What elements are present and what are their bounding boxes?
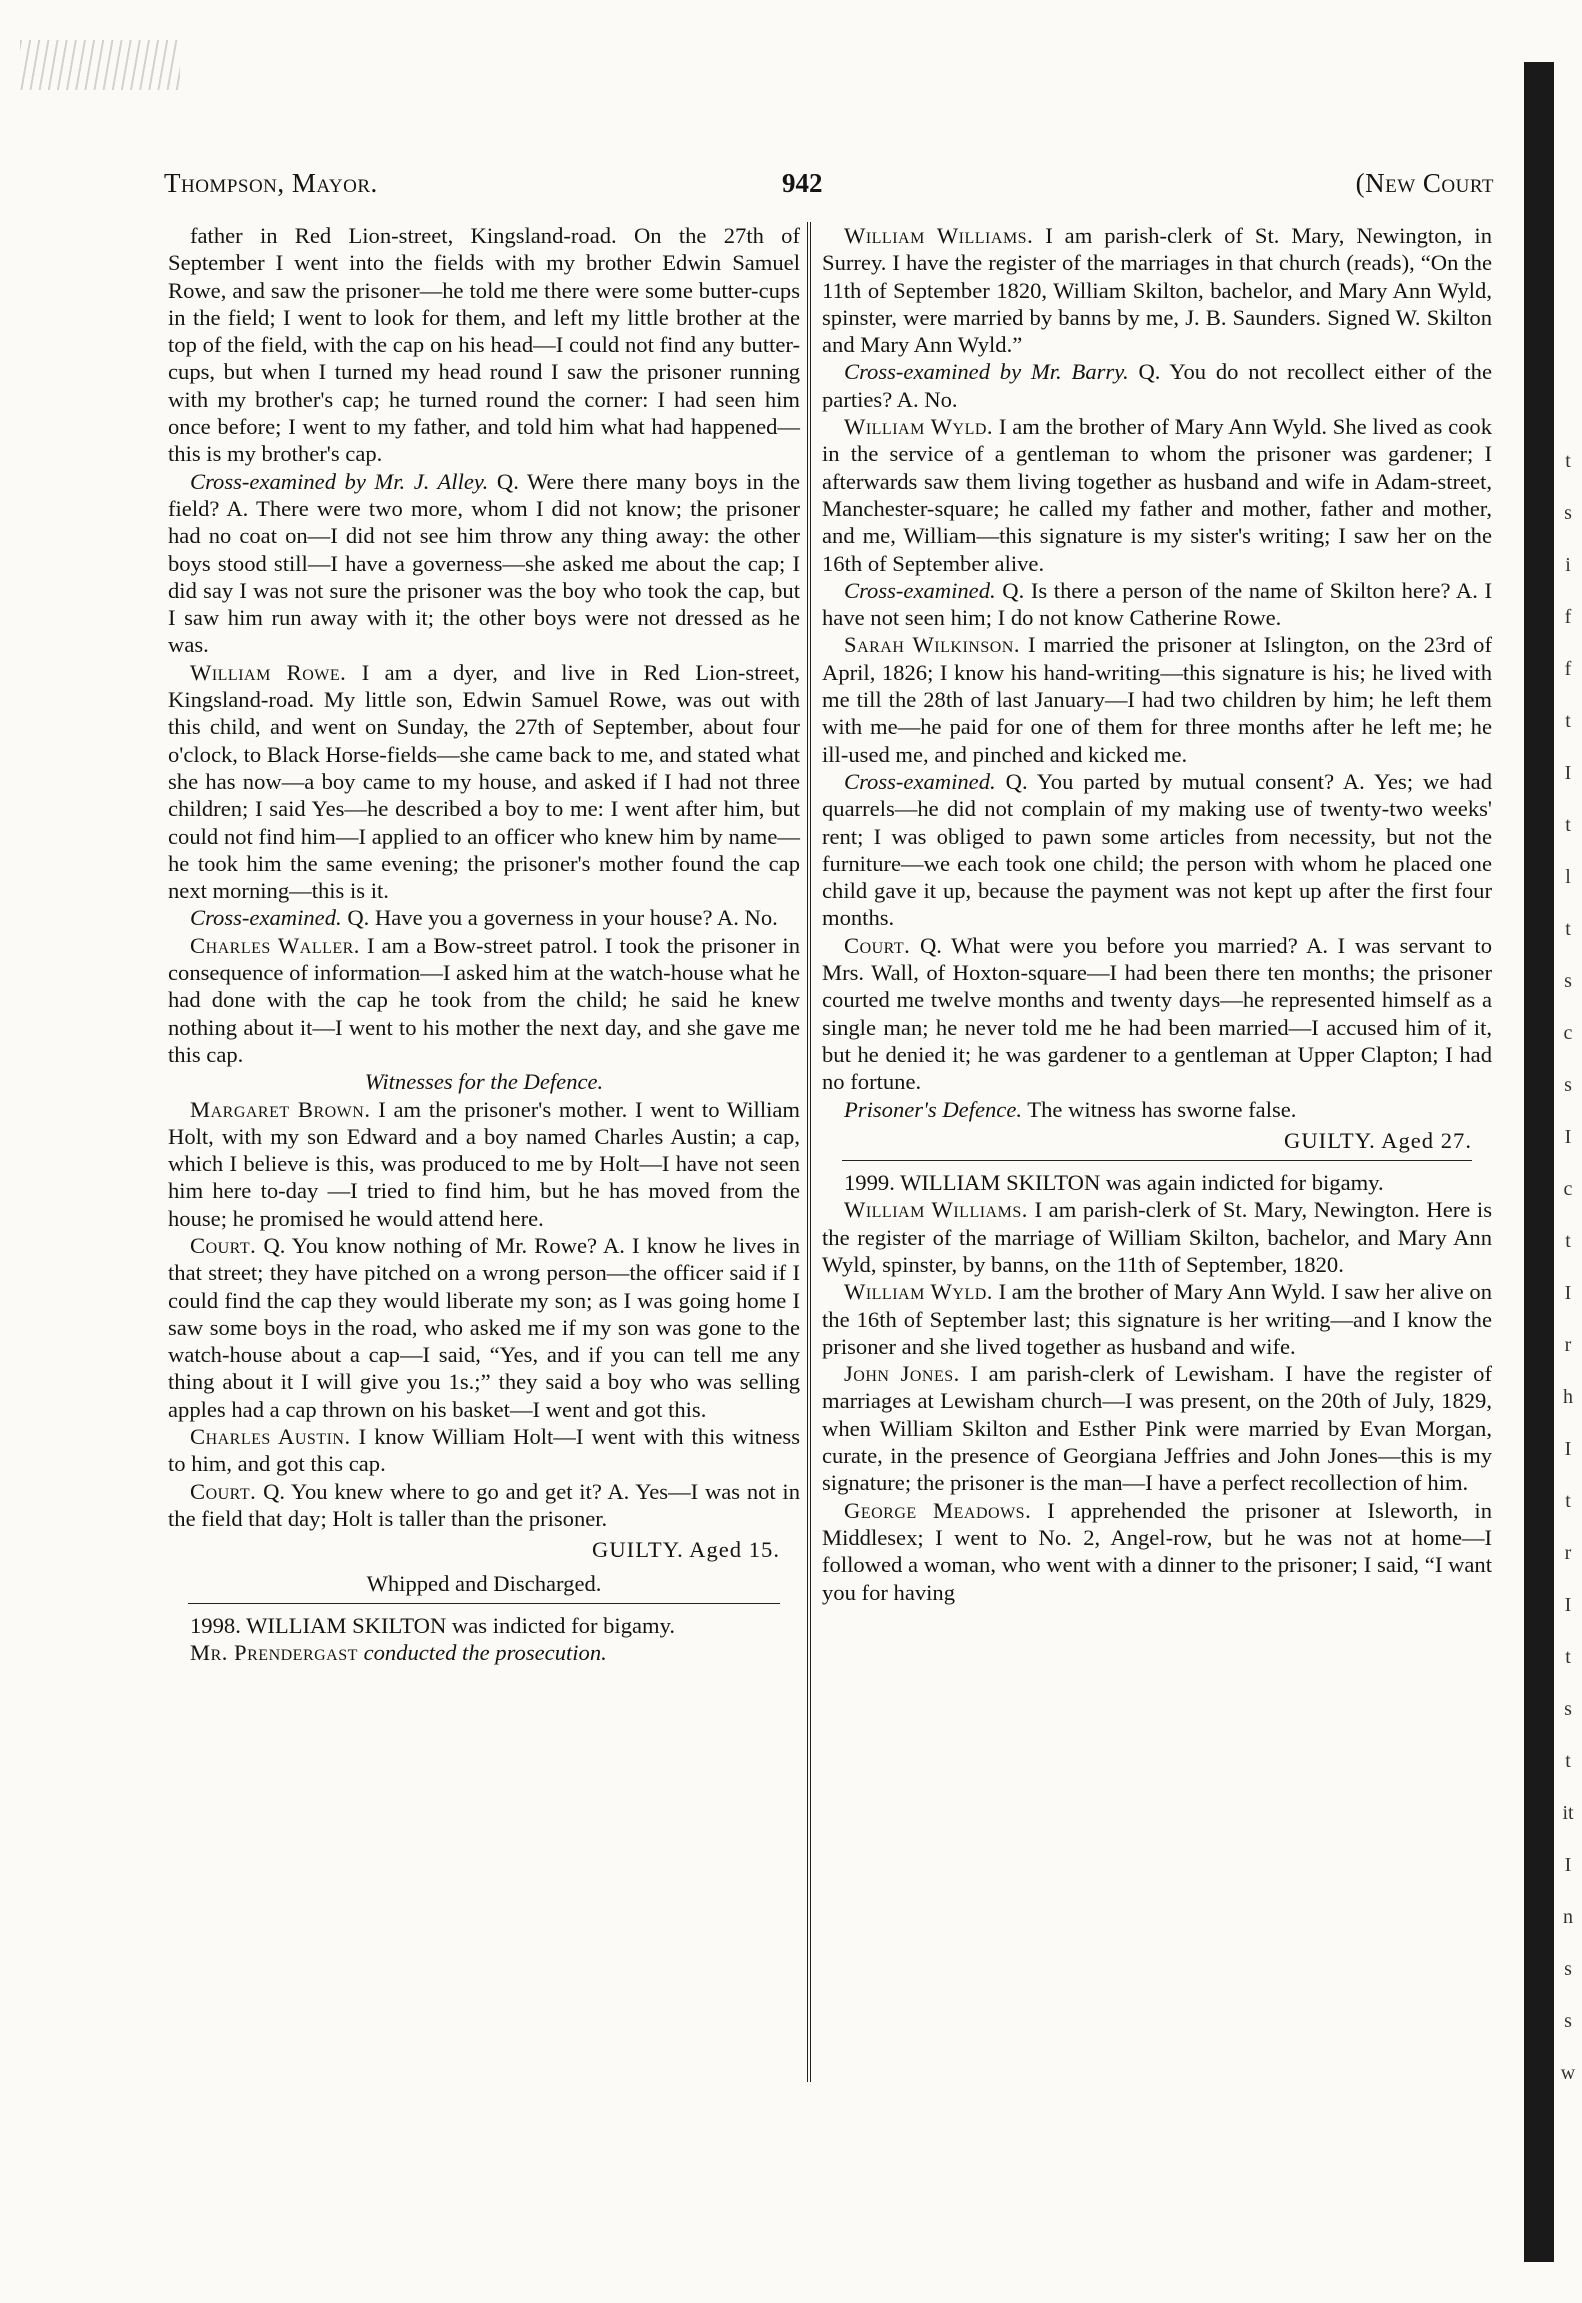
margin-fragment: s [1564,970,1572,992]
witness-name: William Wyld. [844,414,994,440]
witness-name: Charles Waller. [190,932,360,958]
paragraph-text: I am the prisoner's mother. I went to William Holt, with my son Edward and a boy named Charles Austin; a cap, which I believe is this, was produced to me by Holt—I have not seen him here to-day —I tried to find him, but he has moved from the house; he promised he would attend here. [168,1096,800,1231]
testimony-paragraph [822,932,1492,1096]
paragraph-text: father in Red Lion-street, Kingsland-road. On the 27th of September I went into the fields with my brother Edwin Samuel Rowe, and saw the prisoner—he told me there were some butter-cups in the field; I went to look for them, and left my little brother at the top of the field, with the cap on his head—I could not find any butter-cups, but when I turned my head round I saw the prisoner running with my brother's cap; he turned round the corner: I had seen him once before; I went to my father, and told him what had happened—this is my brother's cap. [168,223,800,467]
margin-fragment: t [1565,1646,1571,1668]
witness-name: Charles Austin. [190,1424,351,1450]
witness-name: Mr. Prendergast [190,1640,358,1666]
margin-fragment: s [1564,1698,1572,1720]
testimony-paragraph [168,932,800,1068]
paragraph-text: I am a dyer, and live in Red Lion-street, Kingsland-road. My little son, Edwin Samuel Rowe, was out with this child, and went on Sunday, the 27th of September, about four o'clock, to Black Horse-fields—she came back to me, and stated what she has now—a boy came to my house, and asked if I had not three children; I said Yes—he described a boy to me: I went after him, but could not find him—I applied to an officer who knew him by name—he took him the same evening; the prisoner's mother found the cap next morning—this is it. [168,659,800,904]
margin-fragment: I [1564,1126,1572,1148]
margin-fragment: it [1562,1802,1574,1824]
margin-fragment: t [1565,1490,1571,1512]
testimony-paragraph [168,904,800,931]
testimony-paragraph [822,222,1492,358]
witness-name: Court. [190,1478,257,1504]
paragraph-text: I apprehended the prisoner at Isleworth, in Middlesex; I went to No. 2, Angel-row, but he was not at home—I followed a woman, who went with a dinner to the prisoner; I said, “I want you for having [822,1497,1492,1605]
margin-fragment: i [1565,554,1571,576]
margin-fragment: I [1564,1594,1572,1616]
section-rule [842,1160,1472,1161]
verdict: GUILTY. Aged 15. [592,1537,780,1563]
margin-fragment: c [1563,1022,1573,1044]
testimony-paragraph [822,413,1492,577]
right-column [822,222,1492,1606]
paragraph-text: I am a Bow-street patrol. I took the prisoner in consequence of information—I asked him at the watch-house what he had done with the cap he took from the child; he said he knew nothing about it—I went to his mother the next day, and she gave me this cap. [168,932,801,1067]
left-column [168,222,800,1666]
margin-fragment: t [1565,1230,1571,1252]
margin-fragment: s [1564,2010,1572,2032]
witness-name: William Rowe. [190,659,347,685]
margin-fragment: s [1564,1958,1572,1980]
paragraph-text: Q. You know nothing of Mr. Rowe? A. I know he lives in that street; they have pitched on a wrong person—the officer said if I could find the cap they would liberate my son; as I was going home I saw some boys in the road, who asked me if my son was gone to the watch-house about a cap—I said, “Yes, and if you can tell me any thing about it I will give you 1s.;” they said a boy who was selling apples had a cap thrown on his basket—I went and got this. [168,1232,800,1422]
testimony-paragraph [168,1423,800,1478]
paragraph-text: conducted the prosecution. [363,1640,607,1666]
margin-fragment: t [1565,1750,1571,1772]
page-edge-shadow [1524,62,1554,2262]
margin-fragment: r [1564,1542,1572,1564]
examination-lead: Cross-examined. [844,577,996,603]
margin-fragment: t [1565,814,1571,836]
paragraph-text: I am parish-clerk of St. Mary, Newington, in Surrey. I have the register of the marriages in that church (reads), “On the 11th of September 1820, William Skilton, bachelor, and Mary Ann Wyld, spinster, were married by banns by me, J. B. Saunders. Signed W. Skilton and Mary Ann Wyld.” [822,223,1492,358]
examination-lead: Cross-examined. [190,905,342,931]
margin-fragment: I [1564,762,1572,784]
witness-name: Court. [190,1232,257,1258]
case-title: 1998. WILLIAM SKILTON was indicted for bigamy. [190,1612,676,1638]
margin-fragment: I [1564,1438,1572,1460]
margin-fragment: f [1564,606,1572,628]
section-heading: Witnesses for the Defence. [364,1069,604,1095]
margin-fragment: t [1565,450,1571,472]
witness-name: William Williams. [844,1197,1028,1223]
witness-name: Court. [844,932,911,958]
column-divider [807,222,811,2082]
testimony-paragraph [822,1278,1492,1360]
testimony-paragraph [822,1096,1492,1123]
paragraph-text: I am the brother of Mary Ann Wyld. I saw her alive on the 16th of September last; this signature is her writing—and I know the prisoner and she lived together as husband and wife. [822,1279,1492,1359]
section-rule [188,1603,780,1604]
paragraph-text: Q. You knew where to go and get it? A. Yes—I was not in the field that day; Holt is taller than the prisoner. [168,1478,801,1531]
paragraph-text: Q. You parted by mutual consent? A. Yes; we had quarrels—he did not complain of my making use of twenty-two weeks' rent; I was obliged to pawn some articles from necessity, but not the furniture—we each took one child; the person with whom he placed one child gave it up, because the payment was not kept up after the first four months. [822,768,1493,931]
paragraph-text: Q. You do not recollect either of the parties? A. No. [822,359,1492,412]
paragraph-text: I married the prisoner at Islington, on the 23rd of April, 1826; I know his hand-writing—this signature is his; he lived with me till the 28th of last January—I had two children by him; he left them with me—he paid for one of them for three months after he left me; he ill-used me, and pinched and kicked me. [822,632,1492,767]
witness-name: John Jones. [844,1361,960,1387]
testimony-paragraph [822,1196,1492,1278]
margin-fragment: l [1565,866,1571,888]
margin-fragment: w [1560,2062,1576,2084]
running-head-left: Thompson, Mayor. [164,168,378,198]
witness-name: Margaret Brown. [190,1096,371,1122]
witness-name: William Williams. [844,223,1034,248]
margin-fragment: c [1563,1178,1573,1200]
testimony-paragraph [168,468,800,659]
margin-fragment: s [1564,502,1572,524]
paragraph-text: I am the brother of Mary Ann Wyld. She lived as cook in the service of a gentleman to whom the prisoner was gardener; I afterwards saw them living together as husband and wife in Adam-street, Manchester-square; he called my father and mother, father and mother, and me, William—this signature is my sister's writing; I saw her on the 16th of September alive. [822,414,1492,576]
testimony-paragraph [168,222,800,468]
sentence: Whipped and Discharged. [366,1570,602,1596]
margin-fragment: n [1563,1906,1573,1928]
running-head-right: (New Court [1355,168,1494,198]
case-title: 1999. WILLIAM SKILTON was again indicted for bigamy. [844,1170,1384,1196]
paragraph-text: Q. What were you before you married? A. I was servant to Mrs. Wall, of Hoxton-square—I had been there ten months; the prisoner courted me twelve months and twenty days—he represented himself as a single man; he never told me he had been married—I accused him of it, but he denied it; he was gardener to a gentleman at Upper Clapton; I had no fortune. [822,932,1492,1095]
scan-noise [20,40,180,90]
paragraph-text: I am parish-clerk of Lewisham. I have the register of marriages at Lewisham church—I was present, on the 20th of July, 1829, when William Skilton and Esther Pink were married by Evan Morgan, curate, in the presence of Georgiana Jeffries and John Jones—this is my signature; the prisoner is the man—I have a perfect recollection of him. [822,1361,1492,1496]
margin-fragment: t [1565,710,1571,732]
margin-fragment: I [1564,1282,1572,1304]
page-number: 942 [782,168,823,198]
testimony-paragraph [822,768,1492,932]
case-counsel [168,1639,800,1666]
witness-name: William Wyld. [844,1279,993,1305]
margin-fragment: t [1565,918,1571,940]
verdict: GUILTY. Aged 27. [1284,1127,1472,1153]
testimony-paragraph [822,1497,1492,1606]
paragraph-text: I am parish-clerk of St. Mary, Newington. Here is the register of the marriage of William Skilton, bachelor, and Mary Ann Wyld, spinster, by banns, on the 11th of September, 1820. [822,1197,1492,1277]
witness-name: George Meadows. [844,1497,1032,1523]
testimony-paragraph [822,577,1492,632]
examination-lead: Cross-examined. [844,768,996,794]
witness-name: Sarah Wilkinson. [844,632,1020,658]
margin-fragment: r [1564,1334,1572,1356]
paragraph-text: The witness has sworne false. [1027,1096,1297,1122]
margin-fragment: f [1564,658,1572,680]
paragraph-text: I know William Holt—I went with this witness to him, and got this cap. [168,1424,800,1477]
margin-fragment: h [1563,1386,1573,1408]
testimony-paragraph [822,358,1492,413]
paragraph-text: Q. Have you a governess in your house? A. No. [347,905,778,931]
margin-fragment: s [1564,1074,1572,1096]
examination-lead: Cross-examined by Mr. Barry. [844,359,1129,385]
testimony-paragraph [822,1360,1492,1496]
paragraph-text: Q. Is there a person of the name of Skilton here? A. I have not seen him; I do not know Catherine Rowe. [822,577,1492,631]
paragraph-text: Q. Were there many boys in the field? A. There were two more, whom I did not know; the prisoner had no coat on—I did not see him throw any thing away: the other boys stood still—I have a governess—she asked me about the cap; I did say I was not sure the prisoner was the boy who took the cap, but I saw him run away with it; the other boys were not dressed as he was. [168,468,800,658]
page-header [164,168,1494,216]
testimony-paragraph [168,659,800,905]
examination-lead: Cross-examined by Mr. J. Alley. [190,468,489,494]
testimony-paragraph [822,631,1492,767]
testimony-paragraph [168,1096,800,1232]
examination-lead: Prisoner's Defence. [844,1096,1023,1122]
testimony-paragraph [168,1478,800,1533]
margin-fragment: I [1564,1854,1572,1876]
testimony-paragraph [168,1232,800,1423]
